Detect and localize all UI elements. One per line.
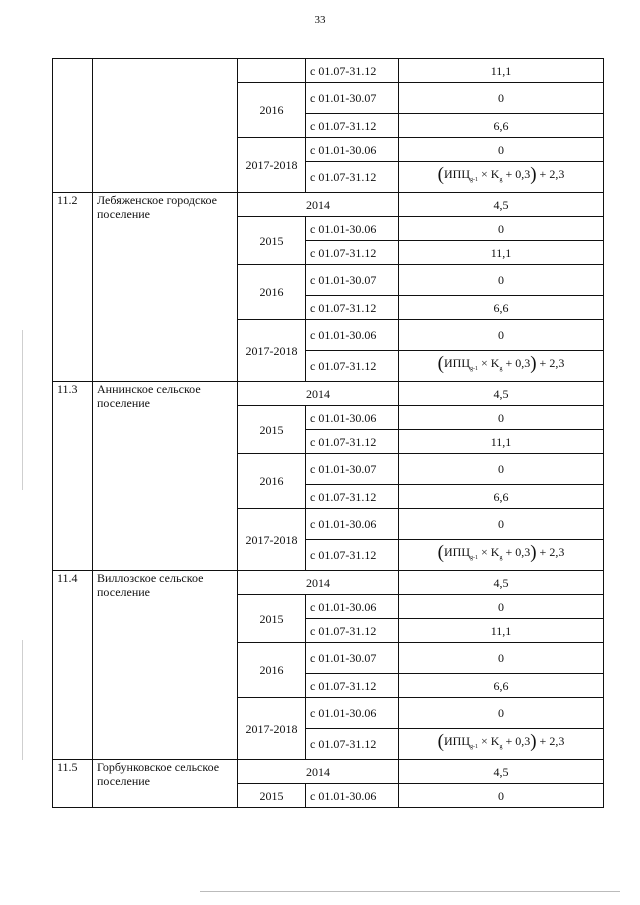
scan-margin-mark <box>22 330 23 490</box>
formula-cell <box>399 540 604 571</box>
scan-edge-line <box>200 891 620 892</box>
formula-cell <box>399 162 604 193</box>
value-cell: 0 <box>399 784 604 808</box>
period-cell: с 01.07-31.12 <box>306 729 399 760</box>
formula-cell <box>399 729 604 760</box>
settlement-name: Горбунковское сельское поселение <box>93 760 238 808</box>
value-cell: 0 <box>399 83 604 114</box>
index-formula: $(ИПЦ_{g-1} \times K_g + 0,3) + 2,3$ <box>437 731 565 752</box>
value-cell: 0 <box>399 217 604 241</box>
table-row <box>53 193 604 217</box>
period-cell: с 01.01-30.06 <box>306 595 399 619</box>
section-number: 11.4 <box>53 571 93 760</box>
value-cell: 0 <box>399 698 604 729</box>
value-cell: 0 <box>399 138 604 162</box>
period-cell: с 01.01-30.07 <box>306 643 399 674</box>
period-cell: с 01.07-31.12 <box>306 114 399 138</box>
value-cell: 6,6 <box>399 114 604 138</box>
period-cell: с 01.07-31.12 <box>306 296 399 320</box>
period-cell: с 01.07-31.12 <box>306 430 399 454</box>
year-cell: 2016 <box>238 83 306 138</box>
value-cell: 0 <box>399 509 604 540</box>
settlement-name: Лебяженское городское поселение <box>93 193 238 382</box>
period-cell: с 01.07-31.12 <box>306 619 399 643</box>
value-cell: 0 <box>399 406 604 430</box>
index-formula: $(ИПЦ_{g-1} \times K_g + 0,3) + 2,3$ <box>437 353 565 374</box>
value-cell: 0 <box>399 265 604 296</box>
settlement-name: Виллозское сельское поселение <box>93 571 238 760</box>
number-cell <box>53 59 93 193</box>
table-row <box>53 760 604 784</box>
year-cell: 2016 <box>238 265 306 320</box>
period-cell: с 01.07-31.12 <box>306 485 399 509</box>
year-cell: 2015 <box>238 406 306 454</box>
value-cell: 11,1 <box>399 430 604 454</box>
value-cell: 4,5 <box>399 760 604 784</box>
period-cell: с 01.01-30.06 <box>306 406 399 430</box>
year-cell: 2017-2018 <box>238 138 306 193</box>
value-cell: 11,1 <box>399 241 604 265</box>
value-cell: 0 <box>399 643 604 674</box>
period-cell: с 01.01-30.07 <box>306 83 399 114</box>
section-number: 11.3 <box>53 382 93 571</box>
formula-cell <box>399 351 604 382</box>
settlement-name: Аннинское сельское поселение <box>93 382 238 571</box>
value-cell: 11,1 <box>399 619 604 643</box>
table-row <box>53 382 604 406</box>
name-cell <box>93 59 238 193</box>
period-cell: с 01.01-30.06 <box>306 784 399 808</box>
period-cell: с 01.01-30.06 <box>306 217 399 241</box>
year-cell: 2017-2018 <box>238 698 306 760</box>
value-cell: 0 <box>399 454 604 485</box>
period-cell: с 01.07-31.12 <box>306 162 399 193</box>
year-cell: 2014 <box>238 760 399 784</box>
table-row <box>53 571 604 595</box>
section-number: 11.5 <box>53 760 93 808</box>
year-cell: 2015 <box>238 217 306 265</box>
year-cell: 2014 <box>238 193 399 217</box>
period-cell: с 01.07-31.12 <box>306 540 399 571</box>
value-cell: 11,1 <box>399 59 604 83</box>
year-cell: 2017-2018 <box>238 509 306 571</box>
period-cell: с 01.01-30.06 <box>306 138 399 162</box>
year-cell: 2015 <box>238 595 306 643</box>
scan-margin-mark <box>22 640 23 760</box>
value-cell: 6,6 <box>399 674 604 698</box>
value-cell: 4,5 <box>399 193 604 217</box>
year-cell: 2015 <box>238 784 306 808</box>
year-cell: 2016 <box>238 643 306 698</box>
year-cell: 2014 <box>238 382 399 406</box>
value-cell: 4,5 <box>399 571 604 595</box>
value-cell: 0 <box>399 320 604 351</box>
period-cell: с 01.07-31.12 <box>306 674 399 698</box>
year-cell <box>238 59 306 83</box>
index-formula: $(ИПЦ_{g-1} \times K_g + 0,3) + 2,3$ <box>437 542 565 563</box>
period-cell: с 01.07-31.12 <box>306 59 399 83</box>
period-cell: с 01.01-30.06 <box>306 509 399 540</box>
section-number: 11.2 <box>53 193 93 382</box>
page-number: 33 <box>314 14 326 26</box>
tariff-table <box>52 58 604 808</box>
value-cell: 0 <box>399 595 604 619</box>
table-row <box>53 59 604 83</box>
value-cell: 6,6 <box>399 485 604 509</box>
value-cell: 4,5 <box>399 382 604 406</box>
period-cell: с 01.07-31.12 <box>306 241 399 265</box>
year-cell: 2016 <box>238 454 306 509</box>
year-cell: 2014 <box>238 571 399 595</box>
period-cell: с 01.01-30.06 <box>306 320 399 351</box>
period-cell: с 01.01-30.07 <box>306 454 399 485</box>
period-cell: с 01.01-30.06 <box>306 698 399 729</box>
period-cell: с 01.01-30.07 <box>306 265 399 296</box>
index-formula: $(ИПЦ_{g-1} \times K_g + 0,3) + 2,3$ <box>437 164 565 185</box>
year-cell: 2017-2018 <box>238 320 306 382</box>
period-cell: с 01.07-31.12 <box>306 351 399 382</box>
value-cell: 6,6 <box>399 296 604 320</box>
